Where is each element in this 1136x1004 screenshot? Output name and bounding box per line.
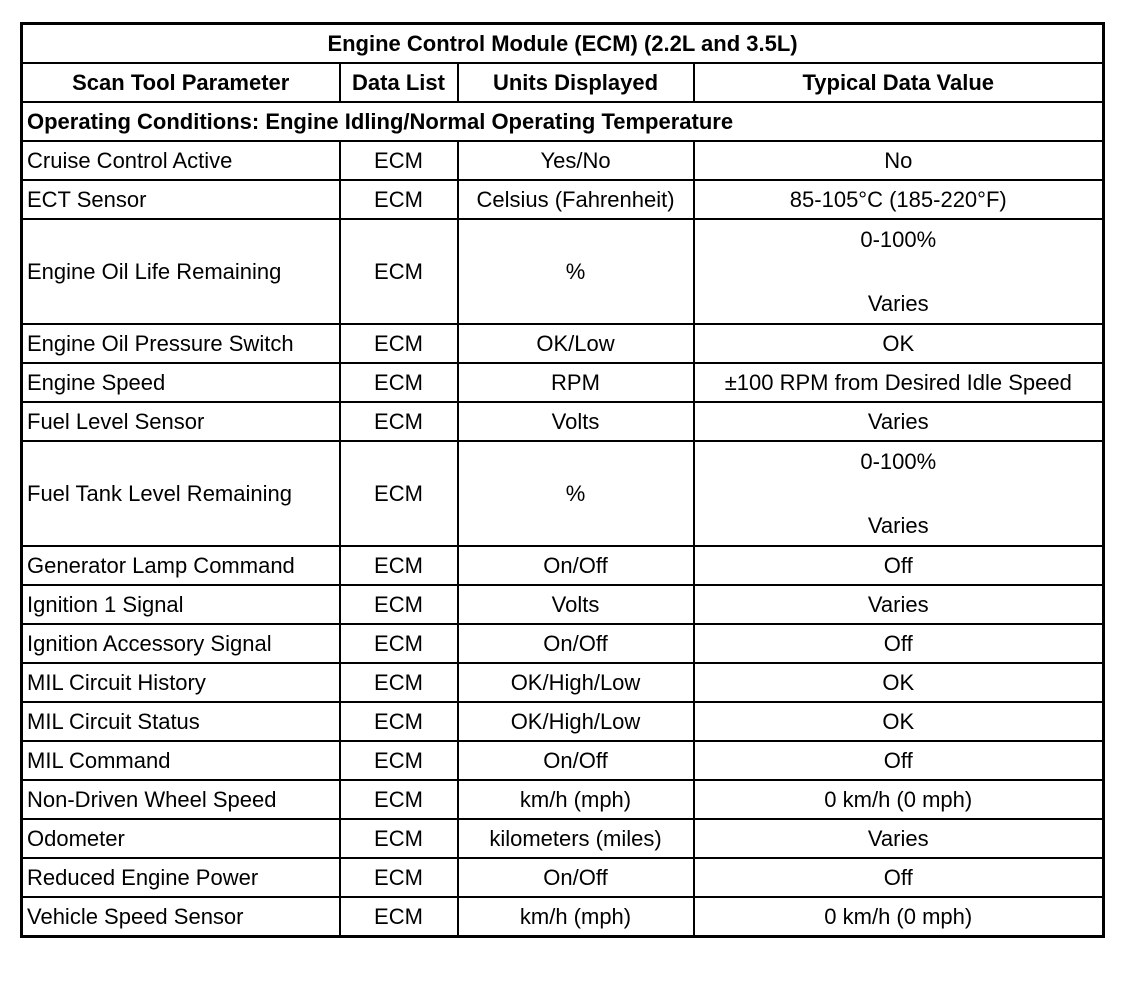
cell-units: On/Off — [458, 741, 694, 780]
header-scan-tool-parameter: Scan Tool Parameter — [22, 63, 340, 102]
cell-data-list: ECM — [340, 402, 458, 441]
cell-data-list: ECM — [340, 585, 458, 624]
cell-parameter: Engine Oil Pressure Switch — [22, 324, 340, 363]
cell-parameter: Fuel Tank Level Remaining — [22, 441, 340, 546]
table-row — [22, 441, 1104, 546]
table-row — [22, 780, 1104, 819]
cell-data-list: ECM — [340, 663, 458, 702]
cell-parameter: MIL Circuit History — [22, 663, 340, 702]
cell-value: 85-105°C (185-220°F) — [694, 180, 1104, 219]
cell-parameter: Ignition Accessory Signal — [22, 624, 340, 663]
table-row — [22, 585, 1104, 624]
cell-data-list: ECM — [340, 702, 458, 741]
cell-value: Varies — [694, 585, 1104, 624]
cell-units: On/Off — [458, 624, 694, 663]
cell-units: Volts — [458, 402, 694, 441]
cell-value — [694, 441, 1104, 546]
cell-data-list: ECM — [340, 819, 458, 858]
cell-parameter: MIL Circuit Status — [22, 702, 340, 741]
value-stack — [699, 449, 1099, 539]
cell-value: ±100 RPM from Desired Idle Speed — [694, 363, 1104, 402]
cell-data-list: ECM — [340, 363, 458, 402]
value-stack — [699, 227, 1099, 317]
condition-row — [22, 102, 1104, 141]
cell-data-list: ECM — [340, 780, 458, 819]
cell-parameter: Engine Speed — [22, 363, 340, 402]
header-row — [22, 63, 1104, 102]
cell-units: % — [458, 441, 694, 546]
cell-value: Off — [694, 546, 1104, 585]
cell-parameter: Engine Oil Life Remaining — [22, 219, 340, 324]
cell-value: Varies — [694, 819, 1104, 858]
table-row — [22, 219, 1104, 324]
cell-units: Celsius (Fahrenheit) — [458, 180, 694, 219]
table-row — [22, 663, 1104, 702]
cell-value: OK — [694, 702, 1104, 741]
cell-value: 0 km/h (0 mph) — [694, 897, 1104, 937]
table-row — [22, 624, 1104, 663]
cell-parameter: ECT Sensor — [22, 180, 340, 219]
table-row — [22, 741, 1104, 780]
table-row — [22, 897, 1104, 937]
cell-parameter: Odometer — [22, 819, 340, 858]
cell-value: Off — [694, 858, 1104, 897]
cell-parameter: Vehicle Speed Sensor — [22, 897, 340, 937]
table-row — [22, 180, 1104, 219]
cell-value — [694, 219, 1104, 324]
cell-value: Varies — [694, 402, 1104, 441]
cell-units: km/h (mph) — [458, 897, 694, 937]
cell-data-list: ECM — [340, 624, 458, 663]
title-row — [22, 24, 1104, 64]
cell-units: On/Off — [458, 546, 694, 585]
cell-parameter: Non-Driven Wheel Speed — [22, 780, 340, 819]
cell-data-list: ECM — [340, 546, 458, 585]
cell-units: OK/High/Low — [458, 702, 694, 741]
cell-units: % — [458, 219, 694, 324]
table-row — [22, 858, 1104, 897]
cell-parameter: Generator Lamp Command — [22, 546, 340, 585]
cell-units: km/h (mph) — [458, 780, 694, 819]
cell-units: OK/Low — [458, 324, 694, 363]
header-typical-data-value: Typical Data Value — [694, 63, 1104, 102]
cell-data-list: ECM — [340, 324, 458, 363]
value-range: 0-100% — [860, 448, 937, 474]
cell-value: OK — [694, 324, 1104, 363]
table-row — [22, 324, 1104, 363]
header-data-list: Data List — [340, 63, 458, 102]
cell-data-list: ECM — [340, 180, 458, 219]
cell-data-list: ECM — [340, 897, 458, 937]
cell-parameter: MIL Command — [22, 741, 340, 780]
cell-value: Off — [694, 624, 1104, 663]
cell-parameter: Cruise Control Active — [22, 141, 340, 180]
cell-data-list: ECM — [340, 141, 458, 180]
cell-data-list: ECM — [340, 219, 458, 324]
value-note: Varies — [867, 290, 929, 316]
value-note: Varies — [867, 512, 929, 538]
cell-value: OK — [694, 663, 1104, 702]
cell-units: Volts — [458, 585, 694, 624]
table-row — [22, 546, 1104, 585]
cell-units: OK/High/Low — [458, 663, 694, 702]
table-row — [22, 819, 1104, 858]
table-row — [22, 702, 1104, 741]
cell-parameter: Reduced Engine Power — [22, 858, 340, 897]
table-row — [22, 141, 1104, 180]
table-title: Engine Control Module (ECM) (2.2L and 3.5L) — [22, 24, 1104, 64]
cell-units: RPM — [458, 363, 694, 402]
table-row — [22, 363, 1104, 402]
cell-parameter: Ignition 1 Signal — [22, 585, 340, 624]
value-range: 0-100% — [860, 226, 937, 252]
cell-units: kilometers (miles) — [458, 819, 694, 858]
table-row — [22, 402, 1104, 441]
header-units-displayed: Units Displayed — [458, 63, 694, 102]
cell-value: No — [694, 141, 1104, 180]
cell-data-list: ECM — [340, 858, 458, 897]
cell-units: Yes/No — [458, 141, 694, 180]
operating-conditions: Operating Conditions: Engine Idling/Normal Operating Temperature — [22, 102, 1104, 141]
cell-parameter: Fuel Level Sensor — [22, 402, 340, 441]
cell-value: 0 km/h (0 mph) — [694, 780, 1104, 819]
cell-data-list: ECM — [340, 441, 458, 546]
cell-value: Off — [694, 741, 1104, 780]
cell-data-list: ECM — [340, 741, 458, 780]
ecm-data-table — [20, 22, 1105, 938]
cell-units: On/Off — [458, 858, 694, 897]
